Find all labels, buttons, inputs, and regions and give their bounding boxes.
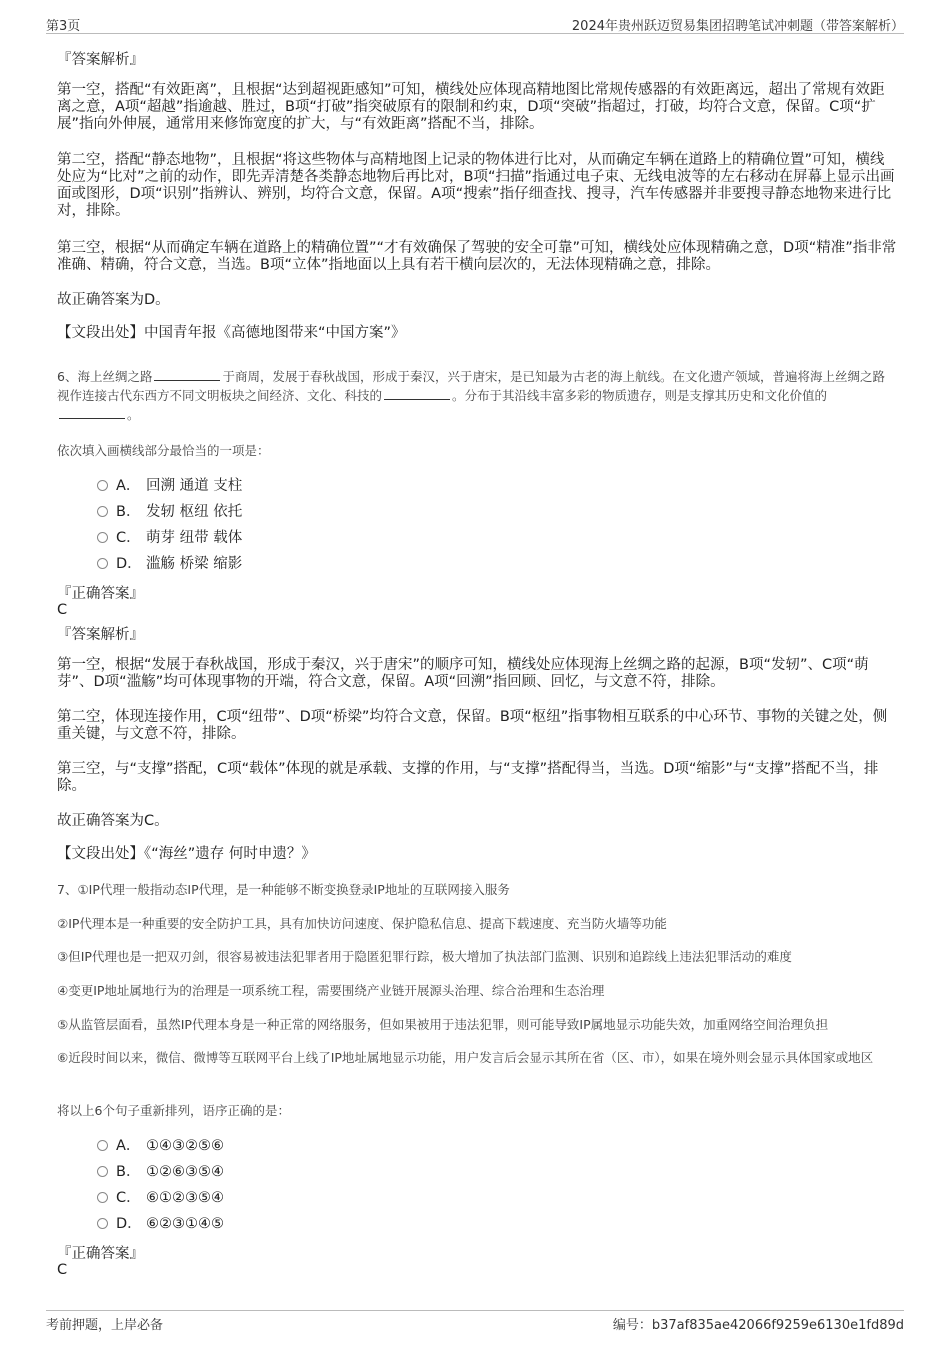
q6-blank-1 bbox=[154, 368, 220, 381]
option-text: 发轫 枢纽 依托 bbox=[146, 504, 243, 520]
q6-option-d[interactable] bbox=[97, 554, 242, 574]
document-title: 2024年贵州跃迈贸易集团招聘笔试冲刺题（带答案解析） bbox=[571, 19, 904, 34]
footer-divider bbox=[46, 1310, 904, 1311]
q5-conclusion: 故正确答案为D。 bbox=[57, 292, 170, 308]
option-text: 回溯 通道 支柱 bbox=[146, 478, 243, 494]
q6-explain-label: 『答案解析』 bbox=[57, 627, 144, 643]
option-text: ⑥①②③⑤④ bbox=[146, 1190, 224, 1206]
q5-source: 【文段出处】中国青年报《高德地图带来“中国方案”》 bbox=[57, 325, 406, 341]
q7-answer-label: 『正确答案』 bbox=[57, 1246, 144, 1262]
q6-option-b[interactable] bbox=[97, 502, 242, 522]
radio-icon[interactable] bbox=[97, 1140, 108, 1151]
radio-icon[interactable] bbox=[97, 1192, 108, 1203]
option-label: A． bbox=[116, 478, 141, 494]
q6-stem bbox=[57, 367, 897, 424]
option-text: ①④③②⑤⑥ bbox=[146, 1138, 224, 1154]
q6-prompt: 依次填入画横线部分最恰当的一项是： bbox=[57, 443, 270, 458]
q6-explain-p3: 第三空，与“支撑”搭配，C项“载体”体现的就是承载、支撑的作用，与“支撑”搭配得当，当选。D项“缩影”与“支撑”搭配不当，排除。 bbox=[57, 761, 879, 794]
q6-stem-part: 。 bbox=[127, 407, 140, 422]
option-label: B． bbox=[116, 1164, 141, 1180]
radio-icon[interactable] bbox=[97, 480, 108, 491]
option-text: ①②⑥③⑤④ bbox=[146, 1164, 224, 1180]
option-label: D． bbox=[116, 1216, 142, 1232]
q5-explain-p1: 第一空，搭配“有效距离”，且根据“达到超视距感知”可知，横线处应体现高精地图比常规传感器的有效距离远，超出了常规有效距离之意，A项“超越”指逾越、胜过，B项“打破”指突破原有的限制和约束，D项“突破”指超过，打破，均符合文意，保留。C项“扩展”指向外伸展，通常用来修饰宽度的扩大，与“有效距离”搭配不当，排除。 bbox=[57, 82, 885, 132]
q7-option-c[interactable] bbox=[97, 1188, 224, 1208]
option-text: 萌芽 纽带 载体 bbox=[146, 530, 243, 546]
q6-explain-p1: 第一空，根据“发展于春秋战国，形成于秦汉，兴于唐宋”的顺序可知，横线处应体现海上丝绸之路的起源，B项“发轫”、C项“萌芽”、D项“滥觞”均可体现事物的开端，符合文意，保留。A项“回溯”指回顾、回忆，与文意不符，排除。 bbox=[57, 657, 869, 690]
q6-option-a[interactable] bbox=[97, 476, 242, 496]
footer-code: 编号：b37af835ae42066f9259e6130e1fd89d bbox=[612, 1318, 904, 1333]
radio-icon[interactable] bbox=[97, 532, 108, 543]
option-label: A． bbox=[116, 1138, 141, 1154]
q6-source: 【文段出处】《“海丝”遗存 何时申遗？》 bbox=[57, 846, 316, 862]
q6-explain-p2: 第二空，体现连接作用，C项“纽带”、D项“桥梁”均符合文意，保留。B项“枢纽”指事物相互联系的中心环节、事物的关键之处，侧重关键，与文意不符，排除。 bbox=[57, 709, 888, 742]
radio-icon[interactable] bbox=[97, 558, 108, 569]
q6-answer-label: 『正确答案』 bbox=[57, 586, 144, 602]
option-text: ⑥②③①④⑤ bbox=[146, 1216, 224, 1232]
q6-blank-3 bbox=[59, 406, 125, 419]
q6-stem-part: 。分布于其沿线丰富多彩的物质遗存，则是支撑其历史和文化价值的 bbox=[452, 388, 828, 403]
q7-sentence-4: ④变更IP地址属地行为的治理是一项系统工程，需要围绕产业链开展源头治理、综合治理和生态治理 bbox=[57, 983, 605, 998]
q6-option-c[interactable] bbox=[97, 528, 242, 548]
radio-icon[interactable] bbox=[97, 1218, 108, 1229]
q6-blank-2 bbox=[384, 387, 450, 400]
q5-explain-label: 『答案解析』 bbox=[57, 52, 144, 68]
q7-sentence-5: ⑤从监管层面看，虽然IP代理本身是一种正常的网络服务，但如果被用于违法犯罪，则可能导致IP属地显示功能失效，加重网络空间治理负担 bbox=[57, 1017, 829, 1032]
q7-option-b[interactable] bbox=[97, 1162, 224, 1182]
header-divider bbox=[46, 33, 904, 34]
option-label: D． bbox=[116, 556, 142, 572]
q7-prompt: 将以上6个句子重新排列，语序正确的是： bbox=[57, 1103, 290, 1118]
option-label: C． bbox=[116, 530, 141, 546]
q7-sentence-1: 7、①IP代理一般指动态IP代理，是一种能够不断变换登录IP地址的互联网接入服务 bbox=[57, 882, 510, 897]
radio-icon[interactable] bbox=[97, 506, 108, 517]
q6-answer: C bbox=[57, 602, 68, 618]
q7-answer: C bbox=[57, 1262, 68, 1278]
q7-option-d[interactable] bbox=[97, 1214, 224, 1234]
q5-explain-p3: 第三空，根据“从而确定车辆在道路上的精确位置”“才有效确保了驾驶的安全可靠”可知，横线处应体现精确之意，D项“精准”指非常准确、精确，符合文意，当选。B项“立体”指地面以上具有若干横向层次的，无法体现精确之意，排除。 bbox=[57, 240, 897, 273]
page-number: 第3页 bbox=[46, 19, 81, 34]
q7-sentence-6: ⑥近段时间以来，微信、微博等互联网平台上线了IP地址属地显示功能，用户发言后会显示其所在省（区、市），如果在境外则会显示具体国家或地区 bbox=[57, 1050, 874, 1065]
q7-sentence-2: ②IP代理本是一种重要的安全防护工具，具有加快访问速度、保护隐私信息、提高下载速度、充当防火墙等功能 bbox=[57, 916, 667, 931]
q6-stem-part: 于商周，发展于春秋战国，形成于秦汉，兴于唐宋，是已知最为古老的海上航线。在文化遗产领域，普遍将海上丝绸之路视作连接古代东西方不同文明板块之间经济、文化、科技的 bbox=[57, 369, 885, 403]
option-label: B． bbox=[116, 504, 141, 520]
footer-slogan: 考前押题，上岸必备 bbox=[46, 1318, 164, 1333]
q6-stem-part: 6、海上丝绸之路 bbox=[57, 369, 153, 384]
q7-sentence-3: ③但IP代理也是一把双刃剑，很容易被违法犯罪者用于隐匿犯罪行踪，极大增加了执法部门监测、识别和追踪线上违法犯罪活动的难度 bbox=[57, 949, 792, 964]
q7-option-a[interactable] bbox=[97, 1136, 224, 1156]
radio-icon[interactable] bbox=[97, 1166, 108, 1177]
q5-explain-p2: 第二空，搭配“静态地物”，且根据“将这些物体与高精地图上记录的物体进行比对，从而确定车辆在道路上的精确位置”可知，横线处应为“比对”之前的动作，即先弄清楚各类静态地物后再比对，B项“扫描”指通过电子束、无线电波等的左右移动在屏幕上显示出画面或图形，D项“识别”指辨认、辨别，均符合文意，保留。A项“搜索”指仔细查找、搜寻，汽车传感器并非要搜寻静态地物来进行比对，排除。 bbox=[57, 152, 895, 219]
option-label: C． bbox=[116, 1190, 141, 1206]
option-text: 滥觞 桥梁 缩影 bbox=[146, 556, 243, 572]
page-header bbox=[0, 0, 950, 36]
q6-conclusion: 故正确答案为C。 bbox=[57, 813, 169, 829]
